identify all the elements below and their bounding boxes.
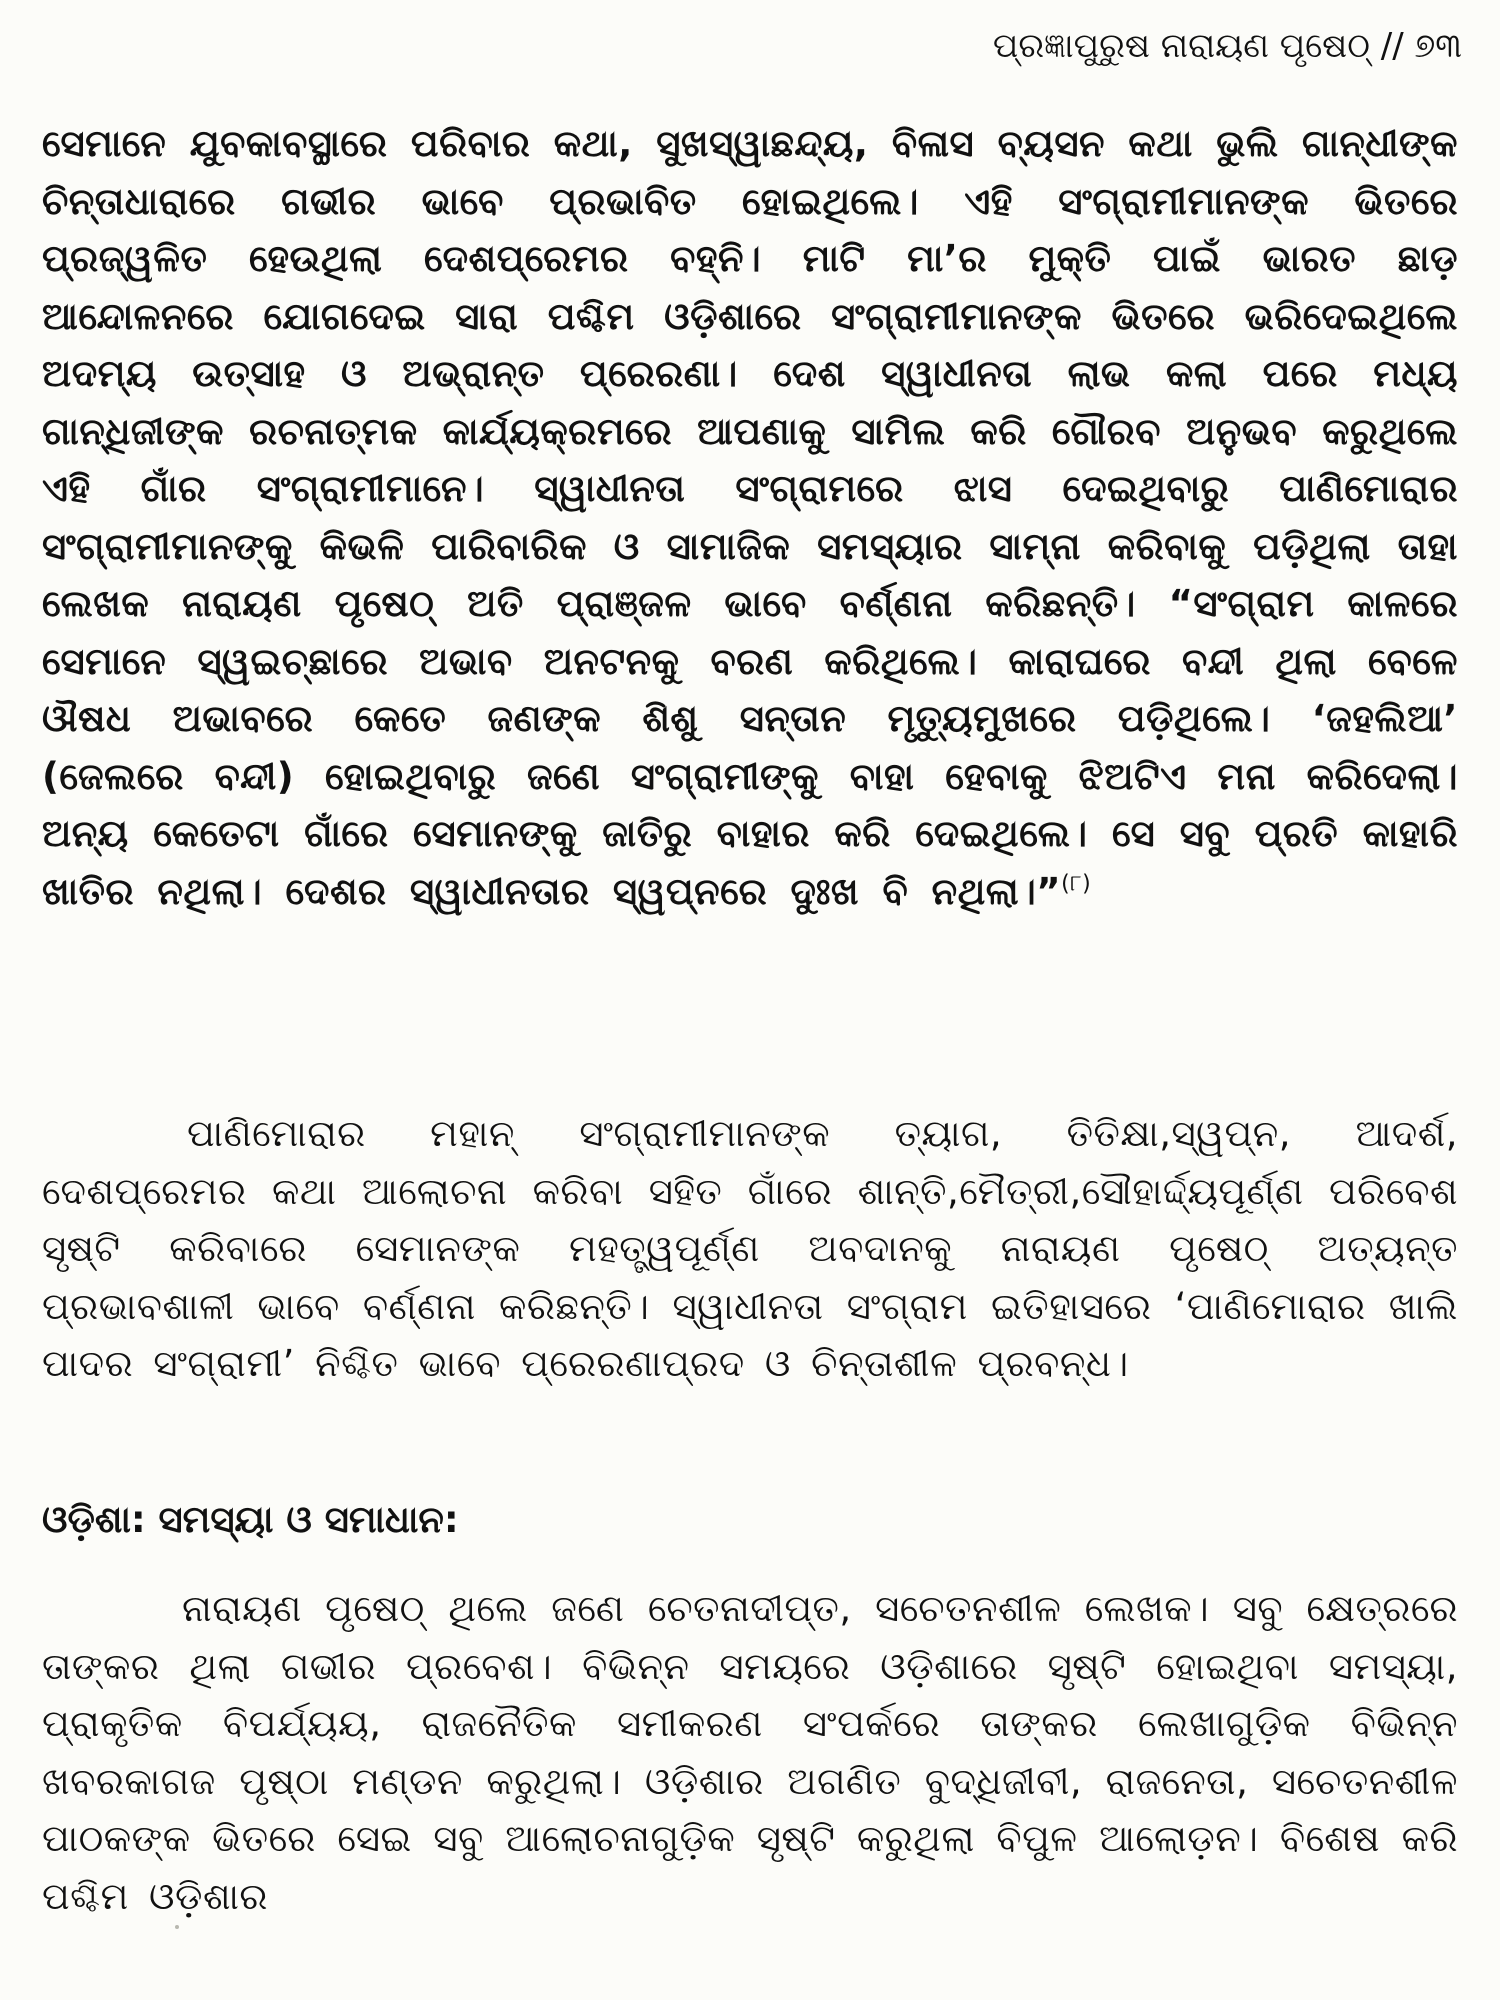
running-header: ପ୍ରଜ୍ଞାପୁରୁଷ ନାରାୟଣ ପୃଷେଠ୍ // ୭୩ (992, 26, 1462, 66)
paragraph-3 (42, 1580, 1458, 1925)
scan-speck (175, 1925, 179, 1929)
section-heading: ଓଡ଼ିଶା: ସମସ୍ୟା ଓ ସମାଧାନ: (42, 1498, 459, 1541)
paragraph-2-text: ପାଣିମୋରାର ମହାନ୍ ସଂଗ୍ରାମୀମାନଙ୍କ ତ୍ୟାଗ, ତିତିକ୍ଷା,ସ୍ୱପ୍ନ, ଆଦର୍ଶ, ଦେଶପ୍ରେମର କଥା ଆଲୋଚନା କରିବା ସହିତ ଗାଁରେ ଶାନ୍ତି,ମୈତ୍ରୀ,ସୌହାର୍ଦ୍ଦ୍ୟପୂର୍ଣ୍ଣ ପରିବେଶ ସୃଷ୍ଟି କରିବାରେ ସେମାନଙ୍କ ମହତ୍ତ୍ୱପୂର୍ଣ୍ଣ ଅବଦାନକୁ ନାରାୟଣ ପୃଷେଠ୍ ଅତ୍ୟନ୍ତ ପ୍ରଭାବଶାଳୀ ଭାବେ ବର୍ଣ୍ଣନା କରିଛନ୍ତି। ସ୍ୱାଧୀନତା ସଂଗ୍ରାମ ଇତିହାସରେ ‘ପାଣିମୋରାର ଖାଲି ପାଦର ସଂଗ୍ରାମୀ’ ନିଶ୍ଚିତ ଭାବେ ପ୍ରେରଣାପ୍ରଦ ଓ ଚିନ୍ତାଶୀଳ ପ୍ରବନ୍ଧ। (42, 1112, 1458, 1385)
paragraph-1 (42, 115, 1458, 920)
footnote-reference: (୮) (1061, 871, 1092, 897)
paragraph-1-text: ସେମାନେ ଯୁବକାବସ୍ଥାରେ ପରିବାର କଥା, ସୁଖସ୍ୱାଛନ୍ଦ୍ୟ, ବିଳାସ ବ୍ୟସନ କଥା ଭୁଲି ଗାନ୍ଧୀଙ୍କ ଚିନ୍ତାଧାରାରେ ଗଭୀର ଭାବେ ପ୍ରଭାବିତ ହୋଇଥିଲେ। ଏହି ସଂଗ୍ରାମୀମାନଙ୍କ ଭିତରେ ପ୍ରଜ୍ୱଳିତ ହେଉଥିଲା ଦେଶପ୍ରେମର ବହ୍ନି। ମାଟି ମା’ର ମୁକ୍ତି ପାଇଁ ଭାରତ ଛାଡ଼ ଆନ୍ଦୋଳନରେ ଯୋଗଦେଇ ସାରା ପଶ୍ଚିମ ଓଡ଼ିଶାରେ ସଂଗ୍ରାମୀମାନଙ୍କ ଭିତରେ ଭରିଦେଇଥିଲେ ଅଦମ୍ୟ ଉତ୍ସାହ ଓ ଅଭ୍ରାନ୍ତ ପ୍ରେରଣା। ଦେଶ ସ୍ୱାଧୀନତା ଲାଭ କଲା ପରେ ମଧ୍ୟ ଗାନ୍ଧିଜୀଙ୍କ ରଚନାତ୍ମକ କାର୍ଯ୍ୟକ୍ରମରେ ଆପଣାକୁ ସାମିଲ କରି ଗୌରବ ଅନୁଭବ କରୁଥିଲେ ଏହି ଗାଁର ସଂଗ୍ରାମୀମାନେ। ସ୍ୱାଧୀନତା ସଂଗ୍ରାମରେ ଝାସ ଦେଇଥିବାରୁ ପାଣିମୋରାର ସଂଗ୍ରାମୀମାନଙ୍କୁ କିଭଳି ପାରିବାରିକ ଓ ସାମାଜିକ ସମସ୍ୟାର ସାମ୍ନା କରିବାକୁ ପଡ଼ିଥିଲା ତାହା ଲେଖକ ନାରାୟଣ ପୃଷେଠ୍ ଅତି ପ୍ରାଞ୍ଜଳ ଭାବେ ବର୍ଣ୍ଣନା କରିଛନ୍ତି। “ସଂଗ୍ରାମ କାଳରେ ସେମାନେ ସ୍ୱଇଚ୍ଛାରେ ଅଭାବ ଅନଟନକୁ ବରଣ କରିଥିଲେ। କାରାଘରେ ବନ୍ଦୀ ଥିଲା ବେଳେ ଔଷଧ ଅଭାବରେ କେତେ ଜଣଙ୍କ ଶିଶୁ ସନ୍ତାନ ମୃତ୍ୟୁମୁଖରେ ପଡ଼ିଥିଲେ। ‘ଜହଲିଆ’ (ଜେଲରେ ବନ୍ଦୀ) ହୋଇଥିବାରୁ ଜଣେ ସଂଗ୍ରାମୀଙ୍କୁ ବାହା ହେବାକୁ ଝିଅଟିଏ ମନା କରିଦେଲା। ଅନ୍ୟ କେତେଟା ଗାଁରେ ସେମାନଙ୍କୁ ଜାତିରୁ ବାହାର କରି ଦେଇଥିଲେ। ସେ ସବୁ ପ୍ରତି କାହାରି ଖାତିର ନଥିଲା। ଦେଶର ସ୍ୱାଧୀନତାର ସ୍ୱପ୍ନରେ ଦୁଃଖ ବି ନଥିଲା।” (42, 122, 1458, 913)
paragraph-2 (42, 1105, 1458, 1393)
paragraph-3-text: ନାରାୟଣ ପୃଷେଠ୍ ଥିଲେ ଜଣେ ଚେତନାଦୀପ୍ତ, ସଚେତନଶୀଳ ଲେଖକ। ସବୁ କ୍ଷେତ୍ରରେ ତାଙ୍କର ଥିଲା ଗଭୀର ପ୍ରବେଶ। ବିଭିନ୍ନ ସମୟରେ ଓଡ଼ିଶାରେ ସୃଷ୍ଟି ହୋଇଥିବା ସମସ୍ୟା, ପ୍ରାକୃତିକ ବିପର୍ଯ୍ୟୟ, ରାଜନୈତିକ ସମୀକରଣ ସଂପର୍କରେ ତାଙ୍କର ଲେଖାଗୁଡ଼ିକ ବିଭିନ୍ନ ଖବରକାଗଜ ପୃଷ୍ଠା ମଣ୍ଡନ କରୁଥିଲା। ଓଡ଼ିଶାର ଅଗଣିତ ବୁଦ୍ଧିଜୀବୀ, ରାଜନେତା, ସଚେତନଶୀଳ ପାଠକଙ୍କ ଭିତରେ ସେଇ ସବୁ ଆଲୋଚନାଗୁଡ଼ିକ ସୃଷ୍ଟି କରୁଥିଲା ବିପୁଳ ଆଲୋଡ଼ନ। ବିଶେଷ କରି ପଶ୍ଚିମ ଓଡ଼ିଶାର (42, 1587, 1458, 1918)
